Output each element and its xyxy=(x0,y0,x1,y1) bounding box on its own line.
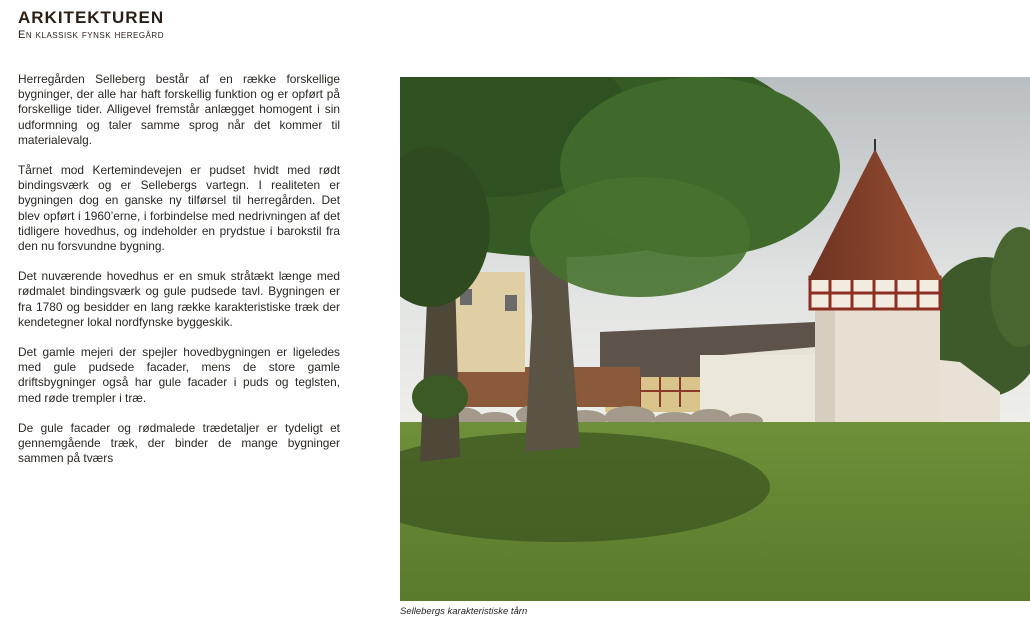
page-subtitle: En klassisk fynsk heregård xyxy=(18,29,164,41)
article-body xyxy=(18,72,340,481)
paragraph-2: Tårnet mod Kertemindevejen er pudset hvidt med rødt bindingsværk og er Sellebergs vartegn. I realiteten er bygningen dog en ganske ny tilførsel til herregården. Det blev opført i 1960’erne, i forbindelse med nedrivningen af det tidligere hovedhus, og indeholder en prydstue i barokstil fra den nu forsvundne bygning. xyxy=(18,163,340,254)
paragraph-1: Herregården Selleberg består af en række forskellige bygninger, der alle har haft forskellig funktion og er opført på forskellige tider. Alligevel fremstår anlægget homogent i sin udformning og taler samme sprog når det kommer til materialevalg. xyxy=(18,72,340,147)
paragraph-3: Det nuværende hovedhus er en smuk stråtækt længe med rødmalet bindingsværk og gule pudsede tavl. Bygningen er fra 1780 og besidder en lang række karakteristiske træk der kendetegner lokal nordfynske byggeskik. xyxy=(18,269,340,329)
page-title: ARKITEKTUREN xyxy=(18,8,165,27)
paragraph-4: Det gamle mejeri der spejler hovedbygningen er ligeledes med gule pudsede facader, mens de store gamle driftsbygninger også har gule facader i puds og teglsten, med røde trempler i træ. xyxy=(18,345,340,405)
tower-photo xyxy=(400,77,1030,601)
photo-caption: Sellebergs karakteristiske tårn xyxy=(400,606,528,617)
page-heading xyxy=(18,8,164,41)
paragraph-5: De gule facader og rødmalede trædetaljer er tydeligt et gennemgående træk, der binder de mange bygninger sammen på tværs xyxy=(18,420,340,466)
